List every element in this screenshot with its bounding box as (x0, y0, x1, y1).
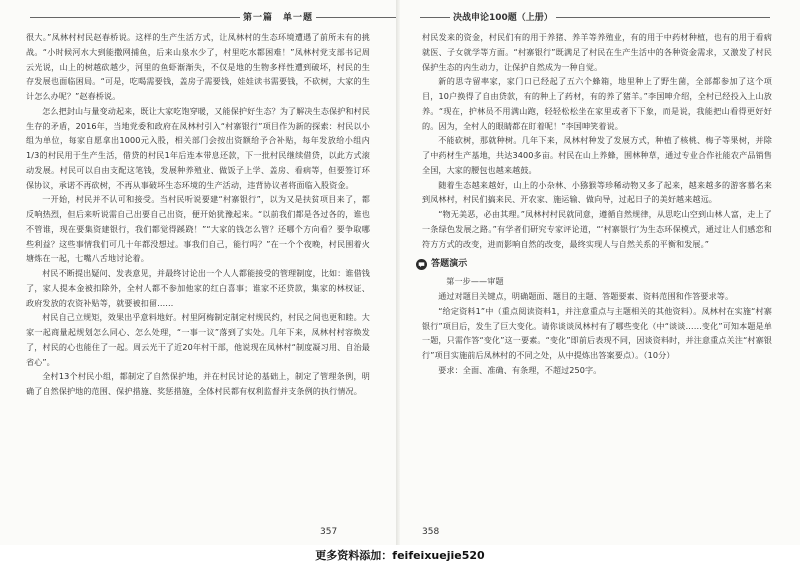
speech-bubble-icon (416, 259, 427, 270)
paragraph: 要求：全面、准确、有条理，不超过250字。 (438, 364, 602, 375)
paragraph: 怎么把封山与量变动起来，既让大家吃饱穿暖，又能保护好生态？为了解决生态保护和村民生存的矛盾，2016年，当地党委和政府在凤林村引入“村寨银行”项目作为新的探索：村民以小组为单位，每家自愿拿出1000元入股，相关部门会按出资额给予合补贴，每年发放给小组内1/3的村民用于生产生活，借贷的村民1年后连本带息还款，下一批村民继续借贷，以此方式滚动发展。村民可以自由支配这笔钱，发展种养殖业、做饭子上学、盖房、看病等，但要签订环保协议，承诺不再砍树，不再从事破坏生态环境的生产活动，违背协议者将面临入股资金。 (26, 105, 370, 190)
paragraph: 很大。”凤林村村民赵春桥说。这样的生产生活方式，让凤林村的生态环境遭遇了前所未有的挑战。“小时候河水大到能撒网捕鱼，后来山泉水少了，村里吃水都困难！”凤林村党支部书记周云光说，山上的树越砍越少，河里的鱼虾渐渐失，不仅是地的生物多样性遭到破坏，村民的生存发展也面临困局。“可是，吃喝需要钱，盖房子需要钱，娃娃读书需要钱，不砍树，大家的生计怎么办呢？”赵春桥说。 (26, 32, 370, 101)
paragraph: 新的思寺留率家，家门口已经起了五六个蜂箱，地里种上了野生菌，全部都参加了这个项目，10户换得了自由贷款，有的种上了药材，有的养了猪羊。”李国呻介绍，全村已经投入上山放养。“现在，护林员不用满山跑，轻轻松松坐在家里或者下下象，而是说，我能把山看得更好好的。因为，全村人的眼睛都在盯着呢！”李国呻笑着说。 (422, 76, 772, 131)
paragraph: 随着生态越来越好，山上的小杂林、小猕猴等珍稀动物又多了起来，越来越多的游客慕名来到凤林村，村民们搞来民、开农家、施运输、做向导，过起日子的美好越来越远。 (422, 179, 772, 205)
paragraph: “物无美恶，必由其理。”凤林村村民就同意，遵循自然规律，从思吃山空到山林人富，走上了一条绿色发展之路。”有学者们研究专家评论道，“‘村寨银行’为生态环保模式，通过让人们感恋和符方方式的改变，进而影响自然的改变，最终实现人与自然关系的平衡和发展。” (422, 209, 772, 249)
right-page-number: 358 (422, 527, 440, 537)
footer-promo-text: 更多资料添加：feifeixuejie520 (0, 545, 800, 566)
left-page-header-title: 第一篇 单一题 (240, 10, 316, 23)
right-page-header (420, 10, 770, 24)
right-page (400, 0, 800, 548)
paragraph: 村民不断提出疑问、发表意见，并最终讨论出一个人人都能接受的管理制度，比如：谁借钱了，家人提本金被扣除外，全村人都不参加他家的红白喜事；谁家不还贷款，集家的林权证、政府发放的农资补贴等，就要被扣留…… (26, 268, 370, 308)
left-page-body (26, 30, 370, 399)
left-page (0, 0, 399, 548)
left-page-number: 357 (320, 527, 338, 537)
answer-demo-heading (416, 257, 772, 271)
step-title: 第一步——审题 (446, 276, 504, 287)
header-rule (30, 17, 399, 18)
paragraph: 一开始，村民并不认可和接受。当村民听说要建“村寨银行”，以为又是扶贫项目来了，都反响热烈，但后来听说需自己出要自己出资，便开始犹豫起来。“以前我们都是各过各的，谁也不管谁，现在要集资建银行，我们都觉得蹊跷！”“大家的钱怎么管？还哪个方向看？要争取哪些利益？这些事情我们可几十年都没想过。事我们自己，能行吗？”在一个个夜晚，村民围着火塘炼在一起，七嘴八舌地讨论着。 (26, 194, 370, 264)
right-page-header-title: 决战申论100题（上册） (450, 10, 556, 23)
paragraph: 通过对题目关键点，明确题面、题目的主题、答题要素、资料范围和作答要求等。 (438, 291, 734, 301)
paragraph: 全村13个村民小组，都制定了自然保护地，并在村民讨论的基础上，制定了管理条例，明确了自然保护地的范围、保护措施、奖惩措施，全体村民都有权利监督并支条例的执行情况。 (26, 371, 370, 396)
section-title: 答题演示 (431, 258, 468, 269)
paragraph: 村民发来的资金，村民们有的用于养猪、养羊等养殖业，有的用于中药材种植，也有的用于看病就医、子女就学等方面。“村寨银行”既满足了村民在生产生活中的各种资金需求，又激发了村民保护生态的内生动力，让保护自然成为一种自觉。 (422, 32, 772, 72)
right-page-body (422, 30, 772, 378)
left-page-header (30, 10, 382, 24)
paragraph: “给定资料1”中（重点阅读资料1，并注意重点与主题相关的其他资料）。凤林村在实施“村寨银行”项目后，发生了巨大变化。请你谈谈凤林村有了哪些变化（中“谈谈……变化”可知本题是单一题，只需作答“变化”这一要素。“变化”即前后表现不同，因谈资料时，并注意重点关注“村寨银行”项目实施前后凤林村的不同之处，从中提炼出答案要点）。（10分） (422, 305, 772, 360)
paragraph: 村民自己立规矩，效果出乎意料地好。村里阿梅制定制定村规民约，村民之间也更和睦。大家一起商量起规划怎么同心、怎么处理，“一事一议”落到了实处。几年下来，凤林村村容焕发了，村民的心也能住了一起。周云光干了近20年村干部，他说现在凤林村“制度凝习用、自治最省心”。 (26, 312, 370, 367)
paragraph: 不能砍树，那就种树。几年下来，凤林村种发了发展方式，种植了核桃、梅子等果树，并除了中药材生产基地，共达3400多亩。村民在山上养蜂，围林种草，通过专业合作社能农产品销售全国，大家的腰包也越来越鼓。 (422, 135, 772, 175)
